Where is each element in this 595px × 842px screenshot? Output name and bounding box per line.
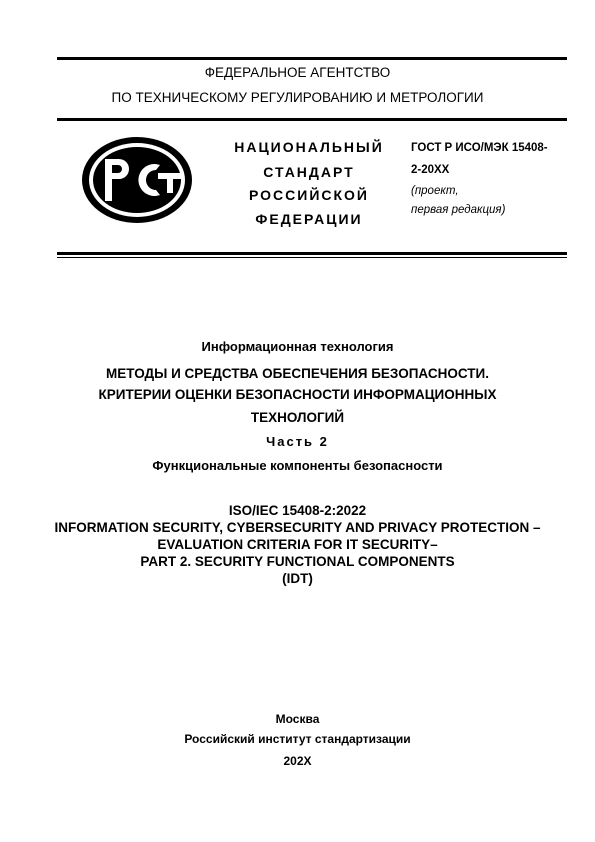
top-rule: [57, 57, 567, 60]
rst-logo: [80, 135, 194, 225]
english-title-line-2: EVALUATION CRITERIA FOR IT SECURITY–: [157, 537, 438, 552]
city: Москва: [275, 712, 320, 726]
national-line-2: СТАНДАРТ: [263, 164, 355, 180]
topic: Информационная технология: [201, 339, 394, 354]
year: 202Х: [283, 754, 312, 768]
header-bottom-rule-thin: [57, 257, 567, 258]
part-number: Часть 2: [266, 434, 329, 449]
gost-number-line-2: 2-20ХХ: [411, 164, 450, 176]
agency-bottom-rule: [57, 118, 567, 121]
header-bottom-rule-thick: [57, 252, 567, 255]
english-title-line-3: PART 2. SECURITY FUNCTIONAL COMPONENTS: [140, 554, 455, 569]
status-line-1: (проект,: [411, 185, 459, 197]
title-line-2: КРИТЕРИИ ОЦЕНКИ БЕЗОПАСНОСТИ ИНФОРМАЦИОННЫХ: [98, 387, 497, 402]
status-line-2: первая редакция): [411, 204, 506, 216]
iso-number: ISO/IEC 15408-2:2022: [228, 503, 367, 518]
agency-line-2: ПО ТЕХНИЧЕСКОМУ РЕГУЛИРОВАНИЮ И МЕТРОЛОГИИ: [111, 90, 484, 105]
title-line-1: МЕТОДЫ И СРЕДСТВА ОБЕСПЕЧЕНИЯ БЕЗОПАСНОСТИ.: [106, 366, 489, 381]
english-title-line-1: INFORMATION SECURITY, CYBERSECURITY AND PRIVACY PROTECTION –: [54, 520, 541, 535]
national-line-1: НАЦИОНАЛЬНЫЙ: [234, 139, 384, 155]
gost-number-line-1: ГОСТ Р ИСО/МЭК 15408-: [411, 142, 548, 154]
subtitle: Функциональные компоненты безопасности: [152, 458, 443, 473]
title-line-3: ТЕХНОЛОГИЙ: [250, 410, 345, 425]
national-line-3: РОССИЙСКОЙ: [249, 187, 369, 203]
national-line-4: ФЕДЕРАЦИИ: [255, 211, 363, 227]
idt-label: (IDT): [282, 571, 313, 586]
agency-line-1: ФЕДЕРАЛЬНОЕ АГЕНТСТВО: [204, 65, 391, 80]
publisher: Российский институт стандартизации: [184, 732, 411, 746]
